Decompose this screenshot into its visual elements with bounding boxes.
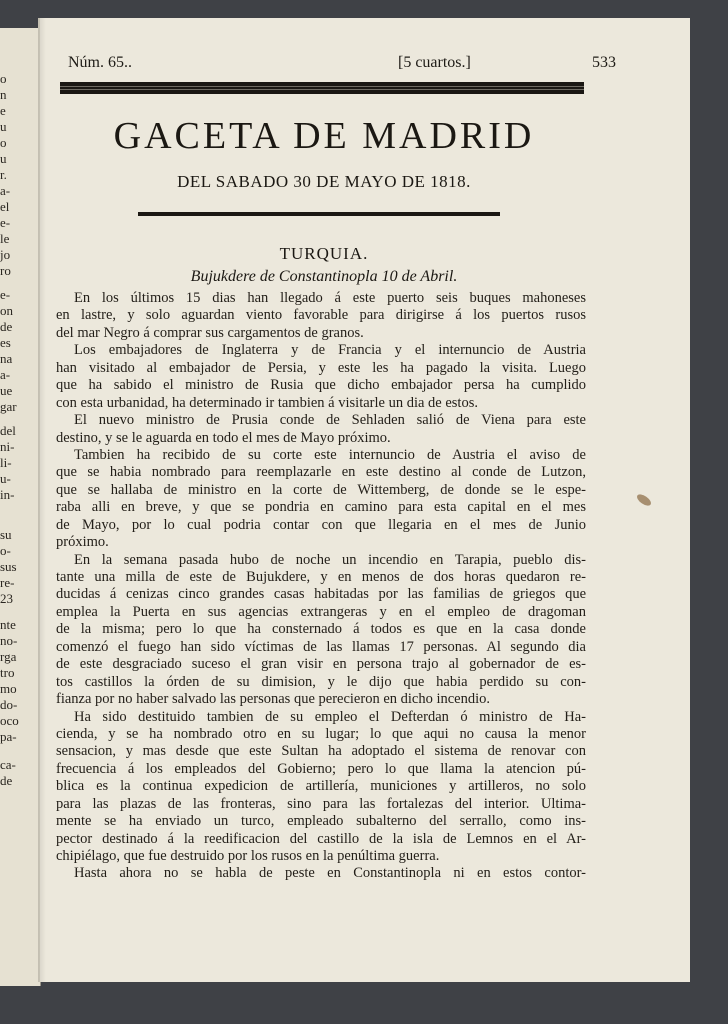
prev-page-fragment: gar (0, 400, 17, 414)
prev-page-fragment: na (0, 352, 13, 366)
article-line: de este desgraciado suceso el gran visir en persona trajo al gobernador de es- (56, 656, 586, 673)
prev-page-fragment: ro (0, 264, 11, 278)
article-line: próximo. (56, 534, 109, 551)
prev-page-fragment: n (0, 88, 7, 102)
article-body (56, 290, 586, 883)
masthead-row (68, 54, 616, 78)
prev-page-fragment: 23 (0, 592, 13, 606)
prev-page-fragment: del (0, 424, 16, 438)
prev-page-fragment: r. (0, 168, 7, 182)
article-line: destino, y se le aguarda en todo el mes de Mayo próximo. (56, 429, 391, 446)
article-line: Ha sido destituido tambien de su empleo el Defterdan ó ministro de Ha- (74, 708, 586, 725)
prev-page-fragment: o- (0, 544, 11, 558)
article-line: han visitado al embajador de Persia, y este les ha pagado la visita. Luego (56, 359, 586, 376)
prev-page-fragment: u (0, 152, 7, 166)
article-line: ducidas á cenizas cinco grandes casas habitadas por las familias de griegos que (56, 586, 586, 603)
paper-stain (635, 492, 653, 508)
article-line: para las plazas de las fronteras, sino para las fortalezas del interior. Ultima- (56, 795, 586, 812)
article-line: que ha sabido el ministro de Rusia que dicho embajador persa ha cumplido (56, 377, 586, 394)
article-line: en lastre, y solo aguardan viento favorable para dirigirse á los puertos rusos (56, 307, 586, 324)
section-heading: TURQUIA. (279, 244, 369, 263)
newspaper-title: GACETA DE MADRID (113, 115, 535, 157)
prev-page-fragment: o (0, 136, 7, 150)
article-line: del mar Negro á comprar sus cargamentos de granos. (56, 324, 364, 341)
prev-page-fragment: o (0, 72, 7, 86)
prev-page-fragment: ue (0, 384, 13, 398)
prev-page-fragment: sus (0, 560, 17, 574)
article-line: frecuencia á los empleados del Gobierno; pero lo que llama la atencion pú- (56, 760, 586, 777)
article-line: pector destinado á la reedificacion del castillo de la isla de Lemnos en el Ar- (56, 830, 586, 847)
prev-page-fragment: jo (0, 248, 11, 262)
prev-page-fragment: nte (0, 618, 16, 632)
prev-page-fragment: tro (0, 666, 15, 680)
article-line: blica es la continua expedicion de artillería, municiones y artilleros, no solo (56, 778, 586, 795)
prev-page-fragment: e- (0, 288, 11, 302)
prev-page-fragment: de (0, 320, 13, 334)
article-line: El nuevo ministro de Prusia conde de Sehladen salió de Viena para este (74, 412, 586, 429)
article-line: con esta urbanidad, ha determinado ir tambien á visitarle un dia de estos. (56, 394, 478, 411)
prev-page-fragment: oco (0, 714, 19, 728)
article-line: fianza por no haber salvado las personas que perecieron en dicho incendio. (56, 691, 491, 708)
prev-page-fragment: le (0, 232, 10, 246)
prev-page-fragment: e (0, 104, 6, 118)
prev-page-fragment: de (0, 774, 13, 788)
prev-page-fragment: li- (0, 456, 12, 470)
article-line: Hasta ahora no se habla de peste en Constantinopla ni en estos contor- (74, 865, 586, 882)
issue-number: Núm. 65.. (68, 54, 132, 71)
header-double-rule (60, 82, 584, 94)
prev-page-fragment: e- (0, 216, 11, 230)
title-rule (138, 212, 500, 216)
prev-page-fragment: rga (0, 650, 17, 664)
prev-page-fragment: on (0, 304, 13, 318)
prev-page-fragment: u- (0, 472, 11, 486)
page-number: 533 (592, 54, 616, 71)
article-line: Tambien ha recibido de su corte este internuncio de Austria el aviso de (74, 446, 586, 463)
article-line: En los últimos 15 dias han llegado á este puerto seis buques mahoneses (74, 290, 586, 306)
issue-price: [5 cuartos.] (398, 54, 471, 71)
article-line: En la semana pasada hubo de noche un incendio en Tarapia, pueblo dis- (74, 551, 586, 568)
article-line: emplea la Puerta en sus agencias extrangeras y en el empleo de dragoman (56, 603, 586, 620)
prev-page-fragment: ca- (0, 758, 16, 772)
article-line: de Mayo, por lo cual podria contar con que llegaria en el mes de Junio (56, 516, 586, 533)
article-line: raba alli en breve, y que se pondria en camino para esta capital en el mes (56, 499, 586, 516)
prev-page-fragment: su (0, 528, 12, 542)
article-line: Los embajadores de Inglaterra y de Francia y el internuncio de Austria (74, 342, 586, 359)
issue-date: DEL SABADO 30 DE MAYO DE 1818. (177, 172, 471, 191)
prev-page-fragment: re- (0, 576, 15, 590)
article-line: tos castillos la órden de su dimision, y le dijo que habia perdido su con- (56, 673, 586, 690)
prev-page-fragment: u (0, 120, 7, 134)
article-line: de la misma; pero lo que ha consternado á todos es que en la casa donde (56, 621, 586, 638)
prev-page-fragment: mo (0, 682, 17, 696)
prev-page-fragment: in- (0, 488, 15, 502)
article-line: chipiélago, que fue destruido por los rusos en la penúltima guerra. (56, 848, 440, 864)
article-dateline: Bujukdere de Constantinopla 10 de Abril. (190, 268, 458, 285)
article-line: cienda, y se ha nombrado otro en su lugar; lo que aqui no causa la menor (56, 725, 586, 742)
prev-page-fragment: no- (0, 634, 18, 648)
article-line: sensacion, y mas desde que este Sultan ha adoptado el sistema de renovar con (56, 743, 586, 760)
prev-page-fragment: a- (0, 368, 11, 382)
article-line: tante una milla de este de Bujukdere, y en menos de dos horas quedaron re- (56, 569, 586, 585)
newspaper-page (38, 18, 690, 982)
prev-page-fragment: es (0, 336, 11, 350)
previous-page-edge (0, 28, 41, 986)
article-line: que se hallaba de ministro en la corte de Wittemberg, de donde se le espe- (56, 481, 586, 498)
prev-page-fragment: pa- (0, 730, 17, 744)
article-line: comenzó el fuego han sido víctimas de las llamas 17 personas. Al segundo dia (56, 638, 586, 655)
article-line: mente se ha enviado un turco, empleado subalterno del serrallo, como ins- (56, 813, 586, 830)
prev-page-fragment: do- (0, 698, 18, 712)
prev-page-fragment: el (0, 200, 10, 214)
prev-page-fragment: ni- (0, 440, 15, 454)
prev-page-fragment: a- (0, 184, 11, 198)
article-line: que se habia nombrado para reemplazarle en este destino al conde de Lutzon, (56, 464, 586, 481)
